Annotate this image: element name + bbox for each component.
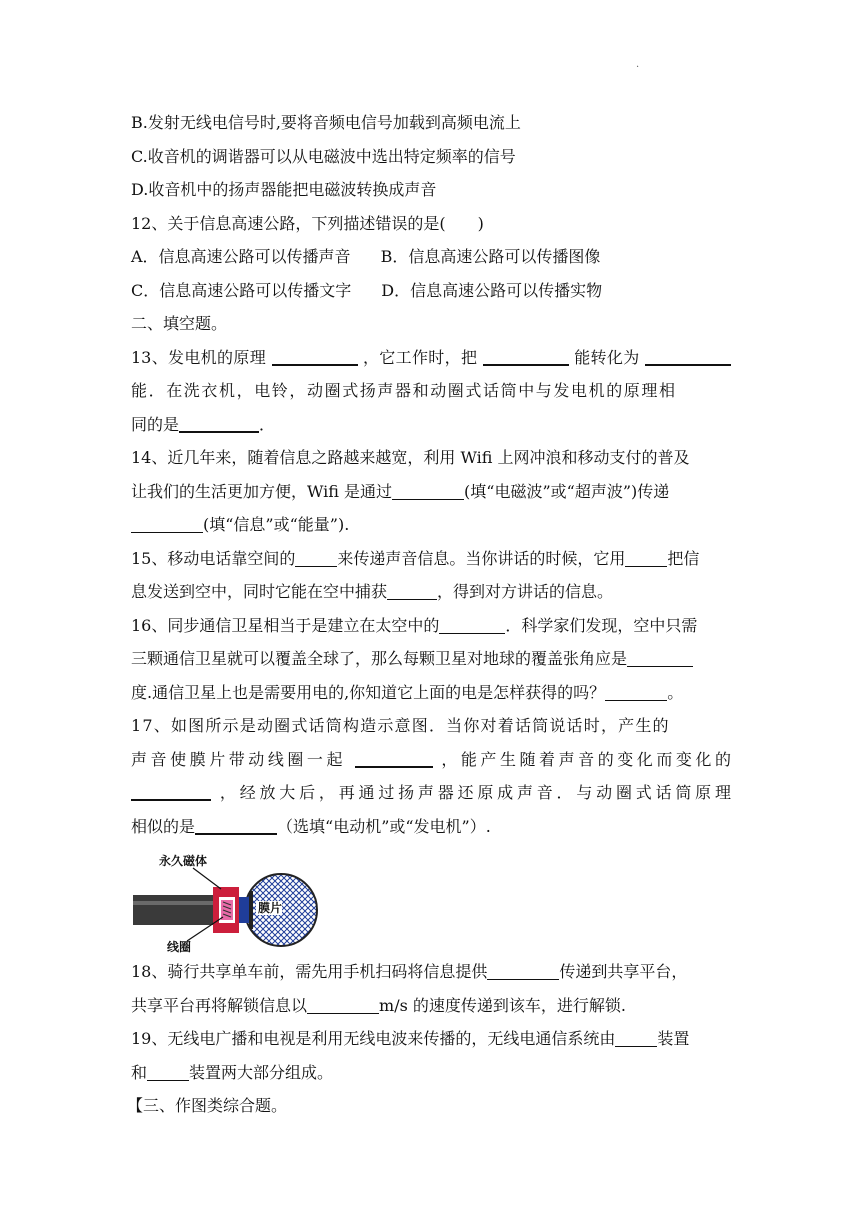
- q12-option-c: C．信息高速公路可以传播文字: [131, 280, 352, 300]
- q13-blank-4[interactable]: [179, 413, 259, 433]
- q13-text-1: 13、发电机的原理: [131, 347, 267, 367]
- q13-blank-3[interactable]: [645, 346, 731, 366]
- q15-line2: [131, 575, 731, 609]
- q16-line3: [131, 676, 731, 710]
- q16-blank-1[interactable]: [439, 615, 505, 634]
- q14-text-2: 让我们的生活更加方便，Wifi 是通过: [131, 481, 393, 501]
- membrane: [249, 891, 253, 929]
- q13-text-5: 同的是: [131, 414, 180, 434]
- q16-text-1: 16、同步通信卫星相当于是建立在太空中的: [131, 615, 440, 635]
- q15-text-1: 15、移动电话靠空间的: [131, 548, 296, 568]
- q17-text-3: ，能产生随着声音的变化而变化的: [441, 749, 731, 769]
- q19-blank-1[interactable]: [615, 1028, 657, 1047]
- q18-blank-2[interactable]: [307, 995, 379, 1014]
- q13-text-2: ，它工作时，把: [362, 347, 478, 367]
- q12-stem: 12、关于信息高速公路，下列描述错误的是( ): [131, 213, 484, 233]
- q14-text-3: (填“电磁波”或“超声波”)传递: [464, 481, 670, 501]
- q17-line4: [131, 810, 731, 844]
- q17-blank-1[interactable]: [355, 748, 433, 768]
- q18-blank-1[interactable]: [487, 961, 559, 980]
- q18-text-1: 18、骑行共享单车前，需先用手机扫码将信息提供: [131, 962, 488, 981]
- q14-line2: [131, 475, 731, 509]
- q17-line1: 17、如图所示是动圈式话筒构造示意图．当你对着话筒说话时，产生的: [131, 716, 670, 735]
- q15-text-5: ，得到对方讲话的信息。: [437, 582, 614, 601]
- q16-line2: [131, 642, 731, 676]
- q15-line1: [131, 542, 731, 576]
- exam-content: [127, 106, 731, 1123]
- q17-text-4: ，经放大后，再通过扬声器还原成声音．与动圈式话筒原理: [219, 783, 731, 802]
- q12-options-ab: [131, 240, 731, 274]
- q19-line2: [131, 1056, 731, 1090]
- q16-text-5: 。: [667, 682, 684, 702]
- mic-handle: [133, 895, 213, 925]
- q17-blank-3[interactable]: [195, 815, 277, 835]
- q18-line2: [131, 989, 731, 1023]
- q11-option-c: C.收音机的调谐器可以从电磁波中选出特定频率的信号: [131, 146, 516, 166]
- q17-line3: [131, 776, 731, 810]
- page-mark: ·: [636, 62, 640, 73]
- q14-line1: 14、近几年来，随着信息之路越来越宽，利用 Wifi 上网冲浪和移动支付的普及: [131, 448, 690, 467]
- magnet-leader-line: [193, 868, 221, 889]
- q13-line2: 能．在洗衣机，电铃，动圈式扬声器和动圈式话筒中与发电机的原理相: [131, 381, 677, 400]
- q19-text-4: 装置两大部分组成。: [189, 1062, 334, 1082]
- mic-head-ring: [239, 897, 249, 923]
- q19-line1: [131, 1022, 731, 1056]
- q12-option-b: B．信息高速公路可以传播图像: [380, 247, 601, 266]
- q13-text-3: 能转化为: [574, 347, 640, 367]
- label-magnet: 永久磁体: [159, 854, 208, 868]
- q19-text-1: 19、无线电广播和电视是利用无线电波来传播的，无线电通信系统由: [131, 1029, 616, 1048]
- microphone-figure: [131, 843, 731, 955]
- q19-text-2: 装置: [657, 1029, 690, 1048]
- q18-line1: [131, 955, 731, 989]
- q12-option-a: A．信息高速公路可以传播声音: [131, 247, 351, 266]
- q14-blank-1[interactable]: [392, 481, 464, 500]
- q14-text-4: (填“信息”或“能量”).: [203, 515, 350, 534]
- label-coil: 线圈: [167, 940, 192, 954]
- q18-text-4: m/s 的速度传递到该车，进行解锁.: [379, 995, 626, 1015]
- q16-blank-2[interactable]: [627, 648, 693, 667]
- q12-options-cd: [131, 274, 731, 308]
- q19-blank-2[interactable]: [147, 1062, 189, 1081]
- q15-blank-3[interactable]: [387, 581, 437, 600]
- q18-text-2: 传递到共享平台，: [559, 962, 688, 981]
- q16-text-3: 三颗通信卫星就可以覆盖全球了，那么每颗卫星对地球的覆盖张角应是: [131, 649, 628, 668]
- q16-blank-3[interactable]: [605, 682, 667, 701]
- q17-blank-2[interactable]: [131, 781, 211, 801]
- q18-text-3: 共享平台再将解锁信息以: [131, 995, 308, 1015]
- q17-text-6: （选填“电动机”或“发电机”）.: [277, 816, 491, 836]
- q13-line1: [131, 341, 731, 375]
- q11-option-b: B.发射无线电信号时,要将音频电信号加载到高频电流上: [131, 113, 521, 132]
- q13-line3: [131, 408, 731, 442]
- q13-blank-1[interactable]: [272, 346, 358, 366]
- mic-handle-highlight: [133, 901, 213, 905]
- q12-option-d: D．信息高速公路可以传播实物: [381, 280, 603, 300]
- q16-text-4: 度.通信卫星上也是需要用电的,你知道它上面的电是怎样获得的吗？: [131, 682, 606, 702]
- q11-option-d: D.收音机中的扬声器能把电磁波转换成声音: [131, 180, 437, 199]
- q14-blank-2[interactable]: [131, 514, 203, 533]
- section-fill-blank-title: 二、填空题。: [131, 314, 228, 333]
- q17-line2: [131, 743, 731, 777]
- q13-text-6: ．: [259, 414, 276, 434]
- q16-text-2: ．科学家们发现，空中只需: [505, 615, 698, 635]
- q19-text-3: 和: [131, 1062, 148, 1082]
- label-membrane: 膜片: [258, 901, 283, 915]
- q15-text-4: 息发送到空中，同时它能在空中捕获: [131, 582, 388, 601]
- q13-blank-2[interactable]: [483, 346, 569, 366]
- section-drawing-title: 【三、作图类综合题。: [127, 1096, 288, 1115]
- q16-line1: [131, 609, 731, 643]
- q17-text-2: 声音使膜片带动线圈一起: [131, 749, 347, 769]
- q15-blank-2[interactable]: [625, 548, 667, 567]
- q15-text-2: 来传递声音信息。当你讲话的时候，它用: [337, 548, 626, 568]
- q17-text-5: 相似的是: [131, 816, 196, 836]
- q15-text-3: 把信: [667, 548, 700, 568]
- q14-line3: [131, 508, 731, 542]
- q15-blank-1[interactable]: [295, 548, 337, 567]
- dynamic-microphone-diagram: [131, 851, 321, 955]
